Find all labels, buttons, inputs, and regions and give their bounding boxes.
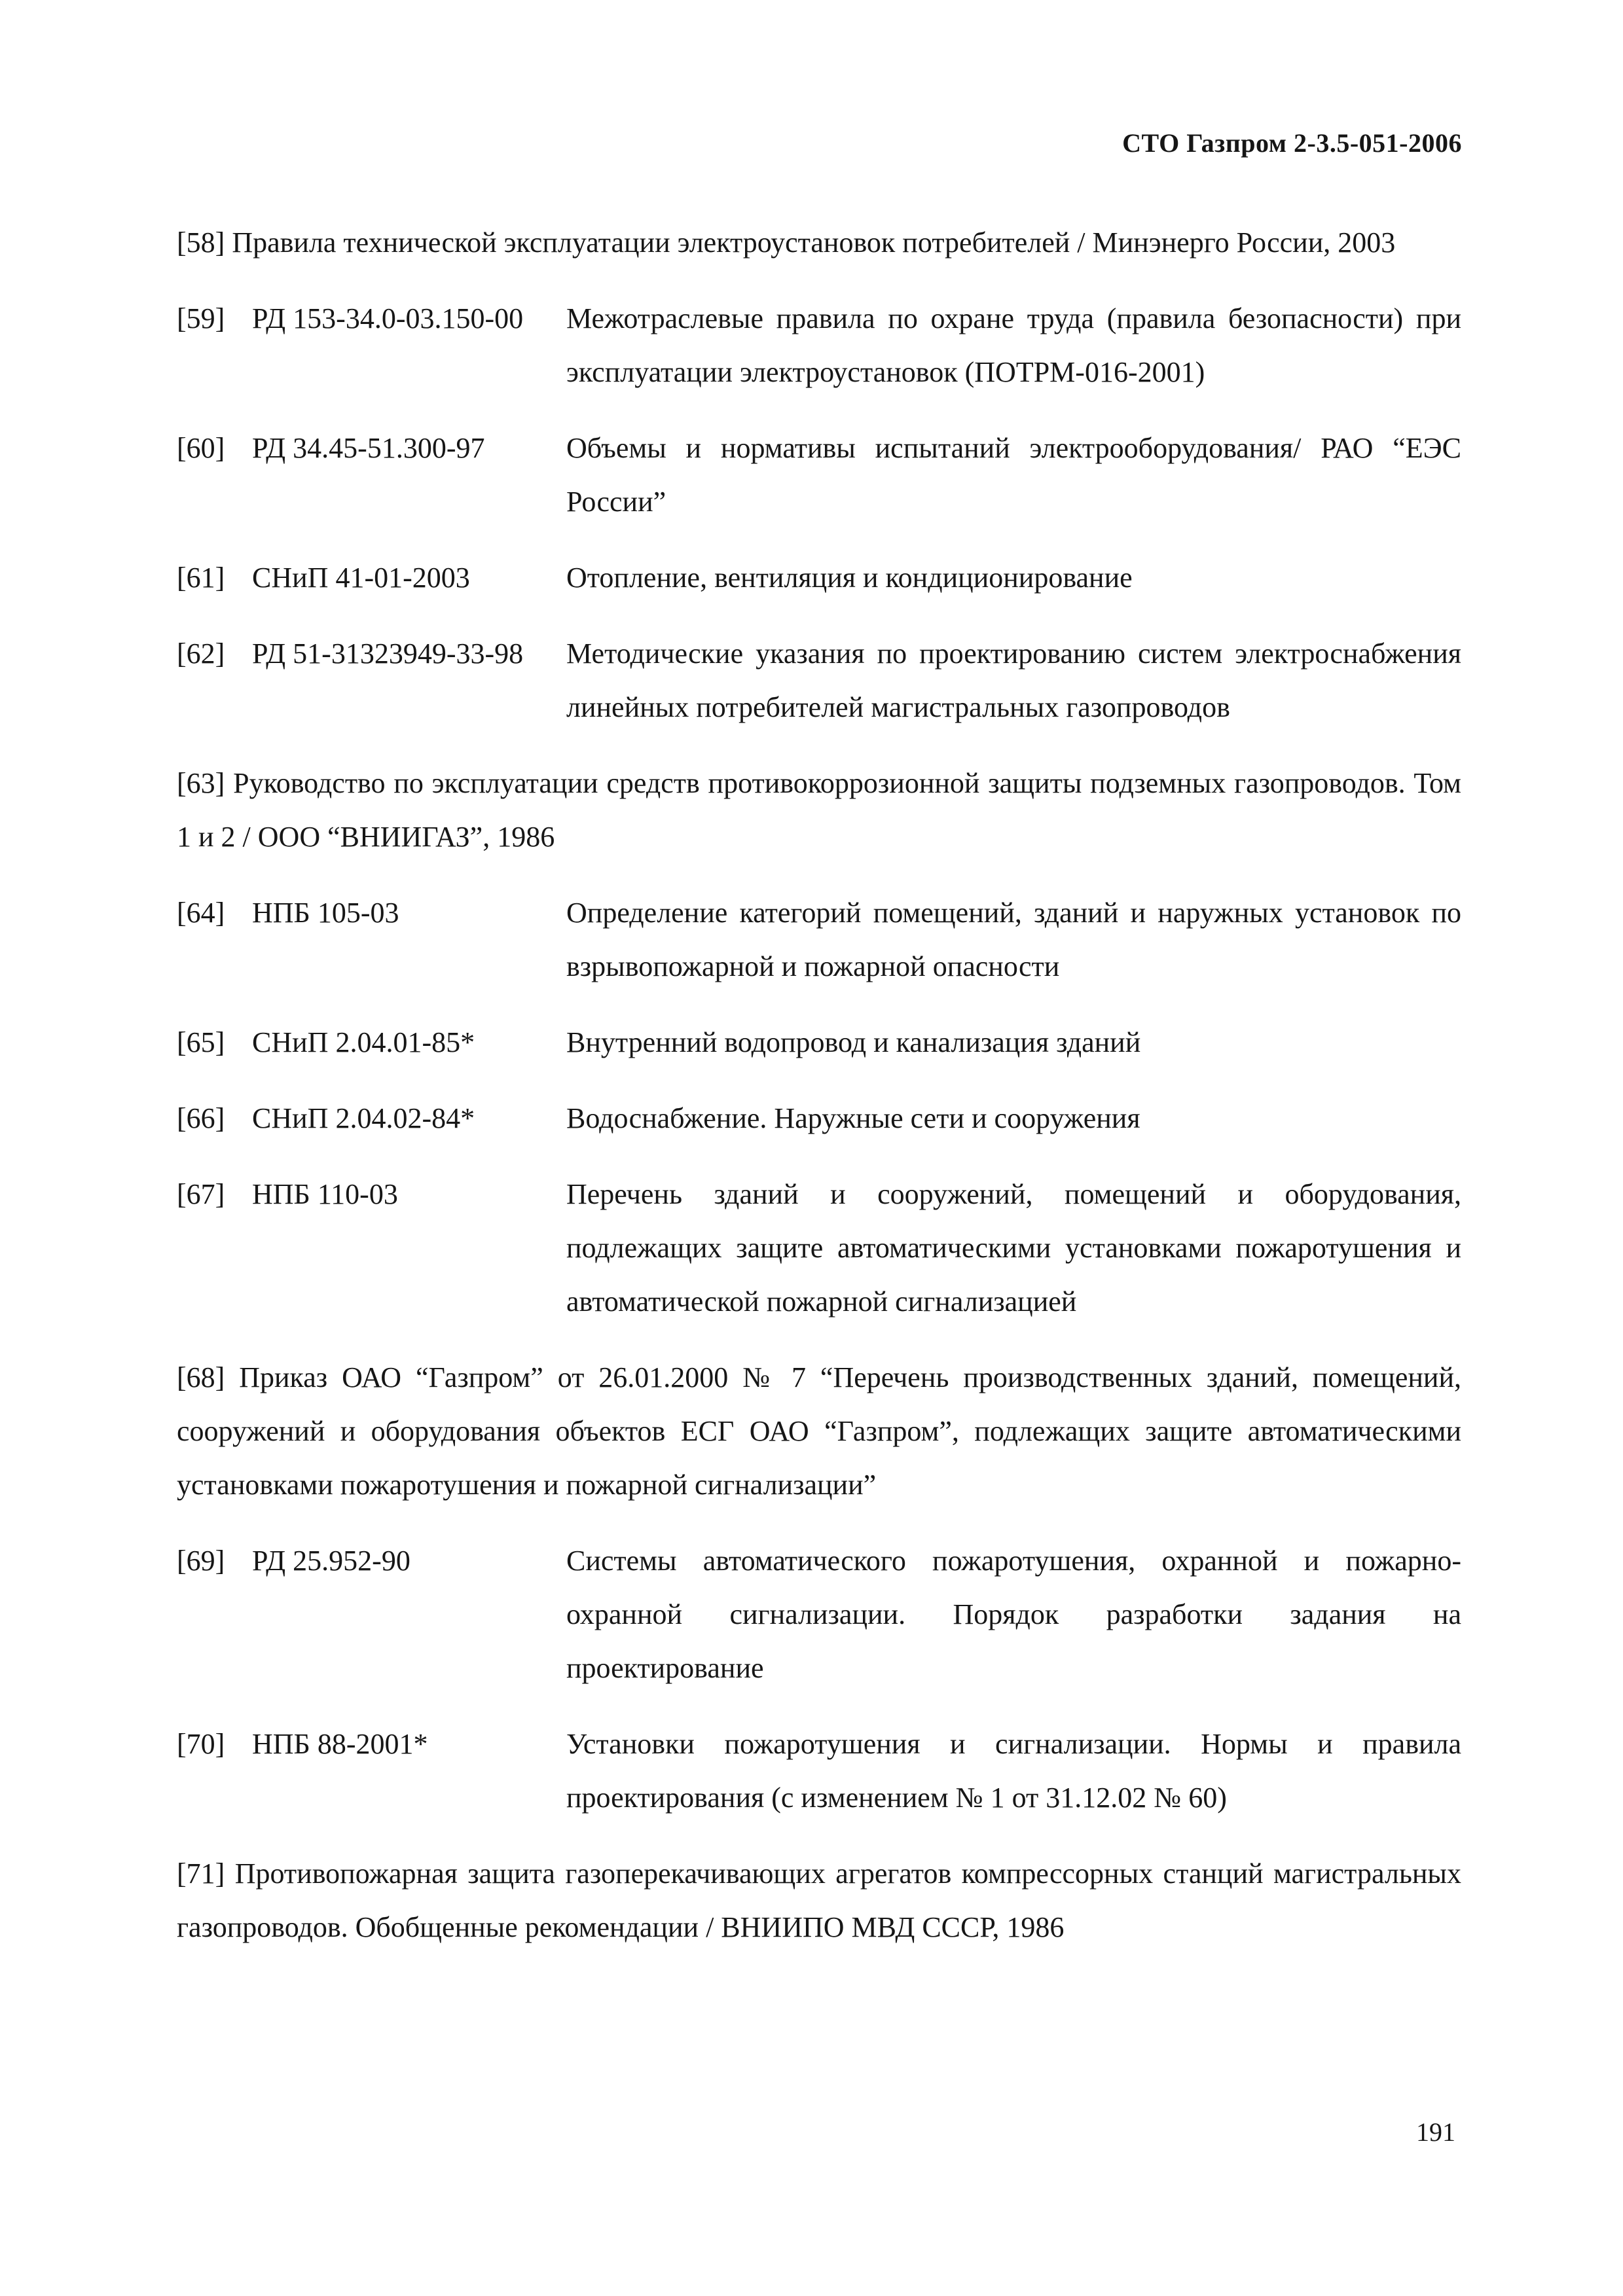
reference-title: Методические указания по проектированию систем электроснабжения линейных потребителей магистральных газопроводов xyxy=(566,637,1461,723)
reference-title: Определение категорий помещений, зданий и наружных установок по взрывопожарной и пожарной опасности xyxy=(566,897,1461,982)
bibliography-list xyxy=(177,216,1461,1977)
reference-number: [63] xyxy=(177,767,225,799)
reference-59 xyxy=(177,292,1461,399)
reference-66 xyxy=(177,1092,1461,1145)
reference-code: РД 51-31323949-33-98 xyxy=(252,637,524,670)
reference-title: Системы автоматического пожаротушения, охранной и пожарно-охранной сигнализации. Порядок разработки задания на проектирование xyxy=(566,1545,1461,1684)
reference-code: СНиП 2.04.01-85* xyxy=(252,1026,475,1058)
reference-70 xyxy=(177,1717,1461,1825)
reference-title: Перечень зданий и сооружений, помещений и оборудования, подлежащих защите автоматическими установками пожаротушения и автоматической пожарной сигнализацией xyxy=(566,1178,1461,1318)
reference-title: Межотраслевые правила по охране труда (правила безопасности) при эксплуатации электроустановок (ПОТРМ-016-2001) xyxy=(566,302,1461,388)
reference-text: Правила технической эксплуатации электроустановок потребителей / Минэнерго России, 2003 xyxy=(232,226,1396,259)
reference-title: Установки пожаротушения и сигнализации. Нормы и правила проектирования (с изменением № 1 от 31.12.02 № 60) xyxy=(566,1728,1461,1814)
reference-62 xyxy=(177,627,1461,734)
document-header: СТО Газпром 2-3.5-051-2006 xyxy=(1122,128,1462,158)
reference-title: Отопление, вентиляция и кондиционирование xyxy=(566,562,1133,594)
reference-number: [70] xyxy=(177,1728,225,1760)
reference-number: [58] xyxy=(177,226,225,259)
reference-text: Приказ ОАО “Газпром” от 26.01.2000 № 7 “Перечень производственных зданий, помещений, сооружений и оборудования объектов ЕСГ ОАО “Газпром”, подлежащих защите автоматическими установками пожаротушения и пожарной сигнализации” xyxy=(177,1361,1461,1501)
reference-number: [68] xyxy=(177,1361,225,1393)
reference-code: РД 34.45-51.300-97 xyxy=(252,432,485,464)
reference-number: [67] xyxy=(177,1178,225,1210)
reference-number: [71] xyxy=(177,1857,225,1890)
reference-code: РД 25.952-90 xyxy=(252,1545,410,1577)
reference-63 xyxy=(177,757,1461,864)
reference-title: Водоснабжение. Наружные сети и сооружения xyxy=(566,1102,1140,1134)
reference-code: СНиП 41-01-2003 xyxy=(252,562,470,594)
reference-number: [66] xyxy=(177,1102,225,1134)
reference-code: НПБ 105-03 xyxy=(252,897,399,929)
reference-code: НПБ 88-2001* xyxy=(252,1728,428,1760)
reference-number: [59] xyxy=(177,302,225,334)
reference-60 xyxy=(177,422,1461,529)
reference-text: Руководство по эксплуатации средств противокоррозионной защиты подземных газопроводов. Том 1 и 2 / ООО “ВНИИГАЗ”, 1986 xyxy=(177,767,1461,853)
reference-number: [61] xyxy=(177,562,225,594)
reference-61 xyxy=(177,551,1461,605)
reference-number: [65] xyxy=(177,1026,225,1058)
page-number: 191 xyxy=(1416,2117,1455,2147)
reference-67 xyxy=(177,1168,1461,1329)
reference-text: Противопожарная защита газоперекачивающих агрегатов компрессорных станций магистральных газопроводов. Обобщенные рекомендации / ВНИИПО МВД СССР, 1986 xyxy=(177,1857,1461,1943)
reference-number: [64] xyxy=(177,897,225,929)
reference-68 xyxy=(177,1351,1461,1512)
reference-code: РД 153-34.0-03.150-00 xyxy=(252,302,524,334)
reference-title: Внутренний водопровод и канализация зданий xyxy=(566,1026,1141,1058)
reference-number: [69] xyxy=(177,1545,225,1577)
reference-number: [60] xyxy=(177,432,225,464)
reference-71 xyxy=(177,1847,1461,1954)
reference-69 xyxy=(177,1534,1461,1695)
reference-64 xyxy=(177,886,1461,994)
reference-code: СНиП 2.04.02-84* xyxy=(252,1102,475,1134)
reference-title: Объемы и нормативы испытаний электрооборудования/ РАО “ЕЭС России” xyxy=(566,432,1461,518)
reference-code: НПБ 110-03 xyxy=(252,1178,398,1210)
reference-58 xyxy=(177,216,1461,270)
reference-65 xyxy=(177,1016,1461,1069)
reference-number: [62] xyxy=(177,637,225,670)
